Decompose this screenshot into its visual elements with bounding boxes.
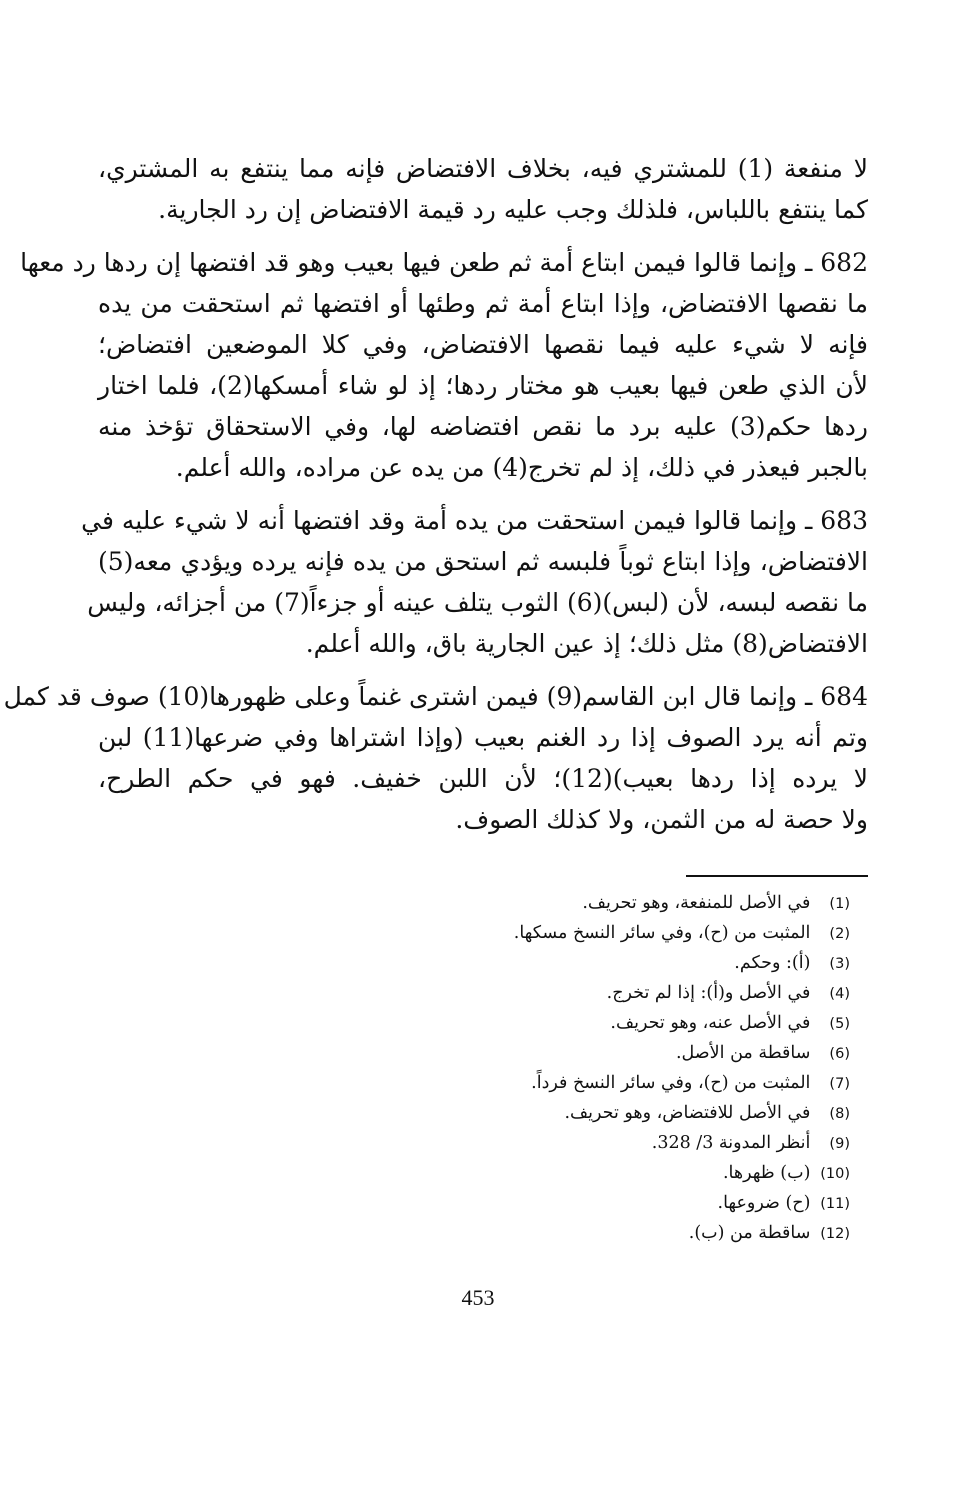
footnote	[290, 1188, 850, 1218]
footnote-text: ساقطة من الأصل.	[675, 1043, 811, 1063]
text-line: 682 ـ وإنما قالوا فيمن ابتاع أمة ثم طعن فيها بعيب وهو قد افتضها إن ردها رد معها	[20, 248, 868, 277]
paragraph-684	[3, 676, 868, 840]
footnote	[290, 1008, 850, 1038]
footnote-number: (4)	[829, 986, 850, 1002]
text-line: وتم أنه يرد الصوف إذا رد الغنم بعيب (وإذا اشتراها وفي ضرعها(11) لبن	[98, 723, 868, 752]
text-line: ما نقصه لبسه، لأن (لبس)(6) الثوب يتلف عينه أو جزءاً(7) من أجزائه، وليس	[87, 588, 868, 617]
text-line: فإنه لا شيء عليه فيما نقصها الافتضاض، وفي كلا الموضعين افتضاض؛	[98, 330, 868, 359]
text-line: الافتضاض، وإذا ابتاع ثوباً فلبسه ثم استحق من يده فإنه يرده ويؤدي معه(5)	[98, 547, 868, 576]
text-line: 683 ـ وإنما قالوا فيمن استحقت من يده أمة وقد افتضها أنه لا شيء عليه في	[81, 506, 868, 535]
footnote-number: (12)	[820, 1226, 850, 1242]
footnote-text: في الأصل للمنفعة، وهو تحريف.	[582, 893, 811, 913]
footnote	[290, 1068, 850, 1098]
paragraph-continuation	[98, 148, 868, 230]
paragraph-683	[81, 500, 868, 664]
footnote-text: أنظر المدونة 3/ 328.	[651, 1133, 811, 1153]
footnote-text: (ب) ظهرها.	[722, 1163, 811, 1183]
footnote-text: في الأصل عنه، وهو تحريف.	[610, 1013, 811, 1033]
footnote-number: (2)	[829, 926, 850, 942]
footnote-text: في الأصل و(أ): إذا لم تخرج.	[606, 983, 811, 1003]
text-line: كما ينتفع باللباس، فلذلك وجب عليه رد قيمة الافتضاض إن رد الجارية.	[158, 195, 868, 224]
main-text	[3, 148, 869, 852]
footnote-text: (أ): وحكم.	[734, 953, 811, 973]
text-line: بالجبر فيعذر في ذلك، إذ لم تخرج(4) من يده عن مراده، والله أعلم.	[175, 453, 868, 482]
footnote-number: (1)	[829, 896, 850, 912]
footnote-number: (7)	[829, 1076, 850, 1092]
text-line: 684 ـ وإنما قال ابن القاسم(9) فيمن اشترى غنماً وعلى ظهورها(10) صوف قد كمل	[3, 682, 868, 711]
footnote-number: (11)	[820, 1196, 850, 1212]
footnote-text: ساقطة من (ب).	[688, 1223, 811, 1243]
footnote-text: المثبت من (ح)، وفي سائر النسخ فرداً.	[531, 1073, 811, 1093]
footnotes	[290, 888, 850, 1248]
footnote	[290, 978, 850, 1008]
footnote	[290, 1158, 850, 1188]
footnote-number: (8)	[829, 1106, 850, 1122]
footnote-number: (3)	[829, 956, 850, 972]
footnote-number: (5)	[829, 1016, 850, 1032]
footnote	[290, 1128, 850, 1158]
text-line: لا يرده إذا ردها بعيب)(12)؛ لأن اللبن خفيف. فهو في حكم الطرح،	[98, 764, 868, 793]
footnote-text: في الأصل للافتضاض، وهو تحريف.	[564, 1103, 811, 1123]
footnote-text: المثبت من (ح)، وفي سائر النسخ مسكها.	[513, 923, 811, 943]
footnote-number: (9)	[829, 1136, 850, 1152]
text-line: الافتضاض(8) مثل ذلك؛ إذ عين الجارية باق، والله أعلم.	[305, 629, 868, 658]
text-line: ما نقصها الافتضاض، وإذا ابتاع أمة ثم وطئها أو افتضها ثم استحقت من يده	[98, 289, 868, 318]
footnote	[290, 948, 850, 978]
footnote-text: (ح) ضروعها.	[717, 1193, 811, 1213]
paragraph-682	[20, 242, 869, 488]
footnote-divider	[686, 875, 868, 877]
footnote	[290, 1218, 850, 1248]
footnote	[290, 1038, 850, 1068]
text-line: لأن الذي طعن فيها بعيب هو مختار ردها؛ إذ لو شاء أمسكها(2)، فلما اختار	[98, 371, 868, 400]
footnote	[290, 888, 850, 918]
text-line: ولا حصة له من الثمن، ولا كذلك الصوف.	[455, 805, 868, 834]
text-line: ردها حكم(3) عليه برد ما نقص افتضاضه لها، وفي الاستحقاق تؤخذ منه	[98, 412, 869, 441]
text-line: لا منفعة (1) للمشتري فيه، بخلاف الافتضاض فإنه مما ينتفع به المشتري،	[98, 154, 868, 183]
footnote	[290, 918, 850, 948]
footnote	[290, 1098, 850, 1128]
footnote-number: (6)	[829, 1046, 850, 1062]
page-number: 453	[461, 1285, 495, 1310]
footnote-number: (10)	[820, 1166, 850, 1182]
